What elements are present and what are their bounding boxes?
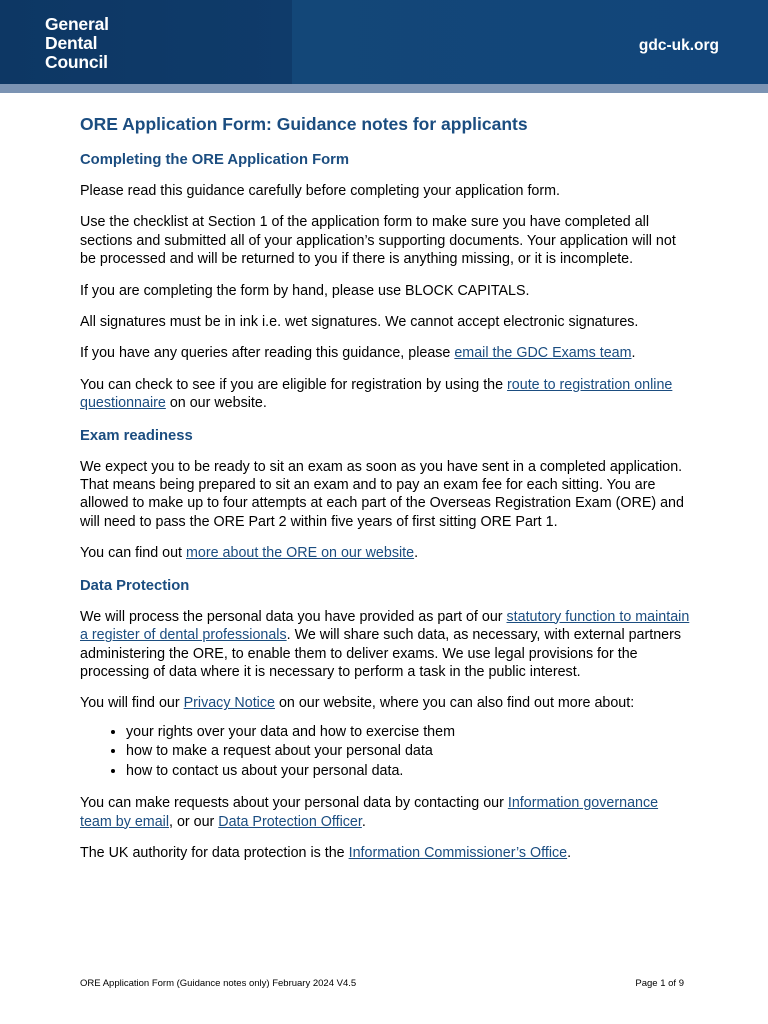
ico-link[interactable]: Information Commissioner’s Office bbox=[348, 845, 568, 862]
header-stripe bbox=[0, 84, 768, 93]
data-rights-list bbox=[80, 723, 690, 782]
paragraph-personal-data bbox=[80, 608, 690, 682]
paragraph-privacy-notice bbox=[80, 694, 690, 712]
text: on our website. bbox=[165, 395, 267, 412]
heading-completing-form: Completing the ORE Application Form bbox=[80, 152, 350, 168]
text: You can check to see if you are eligible for registration by using the bbox=[80, 376, 508, 393]
text: If you have any queries after reading this guidance, please bbox=[80, 345, 455, 362]
text: You will find our bbox=[80, 695, 184, 712]
text: . bbox=[567, 845, 572, 862]
statutory-function-link[interactable]: statutory function to maintain a register of dental professionals bbox=[80, 608, 690, 644]
list-item: • how to make a request about your personal data bbox=[126, 742, 690, 762]
text: , or our bbox=[169, 813, 219, 830]
gdc-logo[interactable] bbox=[45, 15, 109, 72]
paragraph-queries bbox=[80, 344, 690, 362]
text: . bbox=[361, 813, 366, 830]
text: You can find out bbox=[80, 545, 186, 562]
logo-line-2: Dental bbox=[45, 33, 98, 53]
list-item: • how to contact us about your personal data. bbox=[126, 762, 690, 782]
footer-page-number: Page 1 of 9 bbox=[635, 978, 684, 989]
footer-document-info: ORE Application Form (Guidance notes only) February 2024 V4.5 bbox=[80, 978, 357, 989]
text: We will process the personal data you have provided as part of our bbox=[80, 608, 507, 625]
text: . bbox=[414, 545, 419, 562]
heading-exam-readiness: Exam readiness bbox=[80, 427, 193, 444]
site-url[interactable]: gdc-uk.org bbox=[638, 37, 719, 54]
document-body bbox=[80, 112, 690, 875]
logo-line-3: Council bbox=[45, 52, 108, 72]
text: . bbox=[631, 345, 636, 362]
heading-data-protection: Data Protection bbox=[80, 577, 190, 594]
paragraph-checklist: Use the checklist at Section 1 of the application form to make sure you have completed all sections and submitted all of your application’s supporting documents. Your application will not be processed and will be returned to you if there is anything missing, or it is incomplete. bbox=[80, 214, 676, 268]
logo-line-1: General bbox=[45, 14, 109, 34]
more-about-ore-link[interactable]: more about the ORE on our website bbox=[186, 545, 415, 562]
text: The UK authority for data protection is the bbox=[80, 845, 349, 862]
page-title: ORE Application Form: Guidance notes for applicants bbox=[80, 114, 528, 134]
privacy-notice-link[interactable]: Privacy Notice bbox=[183, 695, 275, 712]
text: on our website, where you can also find out more about: bbox=[274, 695, 635, 712]
text: . We will share such data, as necessary, with external partners administering the ORE, to enable them to deliver exams. We use legal provisions for the processing of data where it is necessary to perform a task in the public interest. bbox=[80, 627, 682, 680]
email-exams-team-link[interactable]: email the GDC Exams team bbox=[454, 345, 632, 362]
paragraph-read-guidance: Please read this guidance carefully before completing your application form. bbox=[80, 183, 561, 199]
paragraph-block-capitals: If you are completing the form by hand, please use BLOCK CAPITALS. bbox=[80, 282, 530, 299]
page-header bbox=[0, 0, 768, 84]
text: You can make requests about your personal data by contacting our bbox=[80, 795, 508, 812]
paragraph-eligibility bbox=[80, 376, 690, 413]
paragraph-uk-authority bbox=[80, 844, 690, 862]
paragraph-exam-expectations: We expect you to be ready to sit an exam as soon as you have sent in a completed application. That means being prepared to sit an exam and to pay an exam fee for each sitting. You are allowed to make up to four attempts at each part of the Overseas Registration Exam (ORE) and will need to pass the ORE Part 2 within five years of first sitting ORE Part 1. bbox=[80, 458, 684, 530]
information-governance-link[interactable]: Information governance team by email bbox=[80, 795, 659, 830]
route-to-registration-link[interactable]: route to registration online questionnaire bbox=[80, 376, 673, 412]
paragraph-find-out-more bbox=[80, 544, 690, 562]
data-protection-officer-link[interactable]: Data Protection Officer bbox=[218, 813, 362, 830]
paragraph-make-requests bbox=[80, 794, 690, 831]
paragraph-signatures: All signatures must be in ink i.e. wet signatures. We cannot accept electronic signatures. bbox=[80, 314, 639, 331]
list-item: • your rights over your data and how to exercise them bbox=[126, 723, 690, 743]
